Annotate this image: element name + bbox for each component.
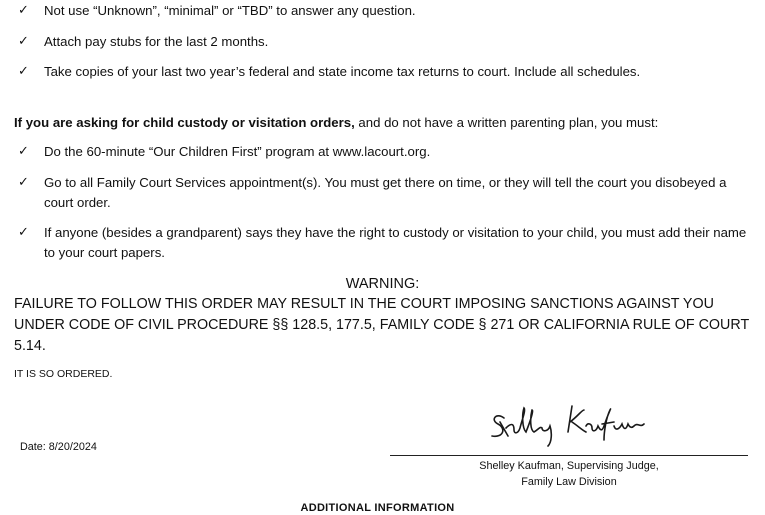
list-item-text: Do the 60-minute “Our Children First” program at www.lacourt.org. bbox=[44, 144, 431, 159]
list-item-text: If anyone (besides a grandparent) says they have the right to custody or visitation to your child, you must add their name to your court papers. bbox=[44, 225, 747, 260]
order-date: Date: 8/20/2024 bbox=[20, 441, 97, 453]
list-item bbox=[18, 173, 748, 213]
custody-intro-rest: and do not have a written parenting plan, you must: bbox=[354, 115, 659, 130]
list-item bbox=[18, 1, 748, 21]
warning-title: WARNING: bbox=[345, 276, 420, 292]
checkmark-icon: ✓ bbox=[18, 34, 29, 49]
list-item bbox=[18, 32, 748, 52]
custody-intro bbox=[14, 113, 754, 133]
checkmark-icon: ✓ bbox=[18, 225, 29, 240]
judge-name-title: Shelley Kaufman, Supervising Judge, bbox=[479, 460, 659, 472]
additional-information-heading: ADDITIONAL INFORMATION bbox=[300, 502, 455, 514]
signature-line bbox=[390, 455, 748, 456]
checkmark-icon: ✓ bbox=[18, 3, 29, 18]
checkmark-icon: ✓ bbox=[18, 144, 29, 159]
list-item bbox=[18, 142, 748, 162]
list-item-text: Go to all Family Court Services appointment(s). You must get there on time, or they will tell the court you disobeyed a court order. bbox=[44, 175, 727, 210]
list-item-text: Not use “Unknown”, “minimal” or “TBD” to answer any question. bbox=[44, 3, 416, 18]
list-item bbox=[18, 62, 748, 82]
handwritten-signature bbox=[486, 398, 656, 453]
list-item-text: Take copies of your last two year’s federal and state income tax returns to court. Include all schedules. bbox=[44, 64, 641, 79]
list-item-text: Attach pay stubs for the last 2 months. bbox=[44, 34, 269, 49]
checkmark-icon: ✓ bbox=[18, 64, 29, 79]
list-item bbox=[18, 223, 748, 263]
custody-intro-bold: If you are asking for child custody or visitation orders, bbox=[14, 115, 355, 130]
so-ordered-text: IT IS SO ORDERED. bbox=[14, 368, 113, 380]
checkmark-icon: ✓ bbox=[18, 175, 29, 190]
warning-body: FAILURE TO FOLLOW THIS ORDER MAY RESULT IN THE COURT IMPOSING SANCTIONS AGAINST YOU UNDER CODE OF CIVIL PROCEDURE §§ 128.5, 177.5, FAMILY CODE § 271 OR CALIFORNIA RULE OF COURT 5.14. bbox=[14, 296, 749, 354]
judge-division: Family Law Division bbox=[521, 476, 617, 488]
